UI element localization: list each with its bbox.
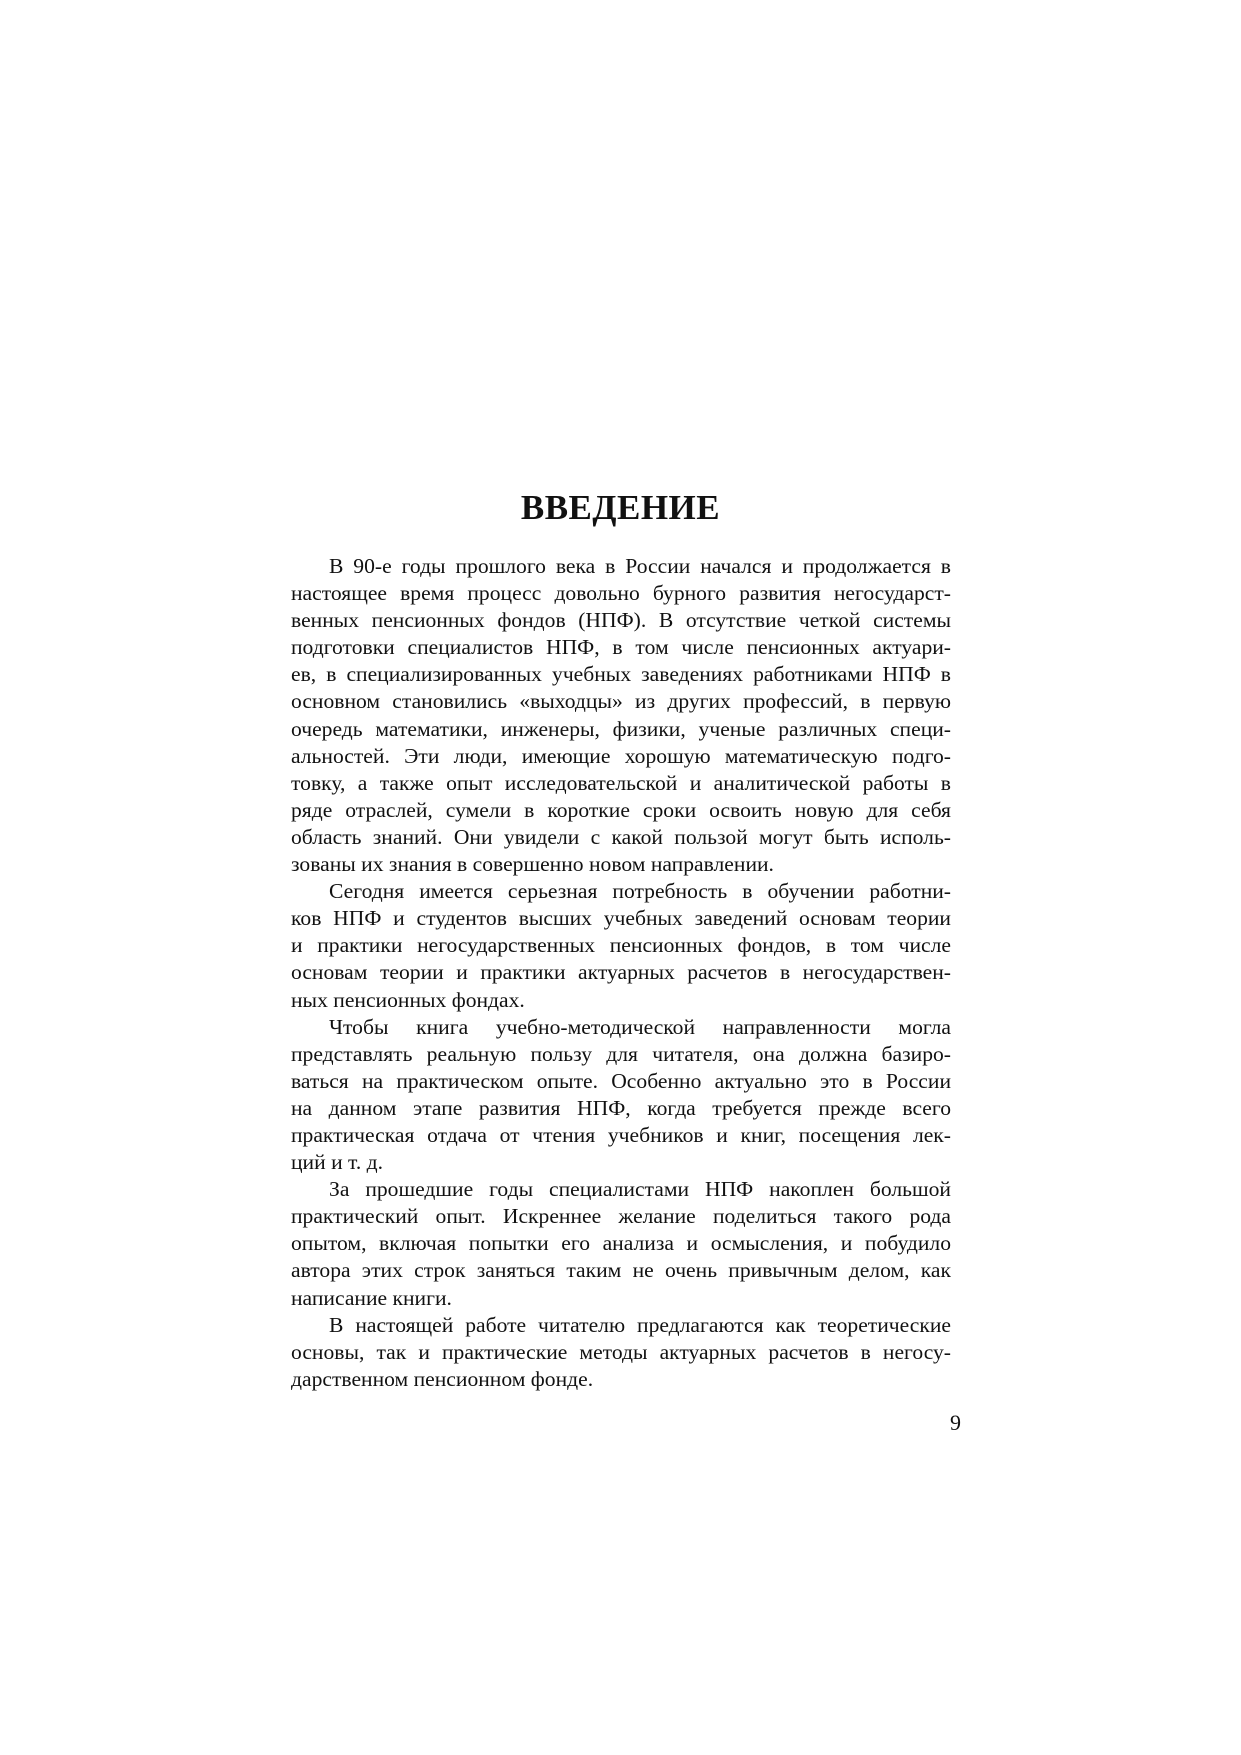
paragraph-3	[291, 1014, 951, 1177]
text-line: основы, так и практические методы актуарных расчетов в негосу-	[291, 1339, 951, 1364]
text-line: опытом, включая попытки его анализа и осмысления, и побудило	[291, 1231, 951, 1256]
text-line: практическая отдача от чтения учебников и книг, посещения лек-	[291, 1122, 951, 1147]
text-line: ев, в специализированных учебных заведениях работниками НПФ в	[291, 662, 951, 687]
text-line: Чтобы книга учебно-методической направленности могла	[329, 1014, 951, 1039]
text-line: представлять реальную пользу для читателя, она должна базиро-	[291, 1041, 951, 1066]
text-line: ваться на практическом опыте. Особенно актуально это в России	[291, 1068, 951, 1093]
text-line: Сегодня имеется серьезная потребность в обучении работни-	[329, 879, 951, 904]
text-line: альностей. Эти люди, имеющие хорошую математическую подго-	[291, 743, 951, 768]
text-line: За прошедшие годы специалистами НПФ накоплен большой	[329, 1177, 951, 1202]
text-line: ций и т. д.	[291, 1150, 384, 1175]
text-line: ных пенсионных фондах.	[291, 987, 525, 1012]
text-line: практический опыт. Искреннее желание поделиться такого рода	[291, 1204, 951, 1229]
text-line: зованы их знания в совершенно новом направлении.	[291, 852, 774, 877]
text-line: основном становились «выходцы» из других профессий, в первую	[291, 689, 951, 714]
text-line: очередь математики, инженеры, физики, ученые различных специ-	[291, 716, 951, 741]
text-line: дарственном пенсионном фонде.	[291, 1366, 594, 1391]
text-line: написание книги.	[291, 1285, 452, 1310]
paragraph-5	[291, 1312, 951, 1393]
paragraph-2	[291, 878, 951, 1013]
page-title: ВВЕДЕНИЕ	[520, 488, 721, 527]
text-line: автора этих строк заняться таким не очень привычным делом, как	[291, 1258, 951, 1283]
text-line: подготовки специалистов НПФ, в том числе пенсионных актуари-	[291, 635, 951, 660]
body-text	[291, 553, 951, 1393]
paragraph-4	[291, 1176, 951, 1311]
text-line: венных пенсионных фондов (НПФ). В отсутствие четкой системы	[291, 608, 951, 633]
text-line: область знаний. Они увидели с какой пользой могут быть исполь-	[291, 824, 951, 849]
text-line: товку, а также опыт исследовательской и аналитической работы в	[291, 770, 951, 795]
text-line: В настоящей работе читателю предлагаются как теоретические	[329, 1312, 951, 1337]
text-line: и практики негосударственных пенсионных фондов, в том числе	[291, 933, 951, 958]
text-line: основам теории и практики актуарных расчетов в негосударствен-	[291, 960, 951, 985]
text-line: В 90-е годы прошлого века в России начался и продолжается в	[329, 554, 951, 578]
paragraph-1	[291, 553, 951, 878]
text-line: ков НПФ и студентов высших учебных заведений основам теории	[291, 906, 951, 931]
text-line: на данном этапе развития НПФ, когда требуется прежде всего	[291, 1095, 951, 1120]
page-number: 9	[950, 1410, 961, 1435]
text-line: настоящее время процесс довольно бурного развития негосударст-	[291, 581, 951, 606]
text-line: ряде отраслей, сумели в короткие сроки освоить новую для себя	[291, 797, 951, 822]
